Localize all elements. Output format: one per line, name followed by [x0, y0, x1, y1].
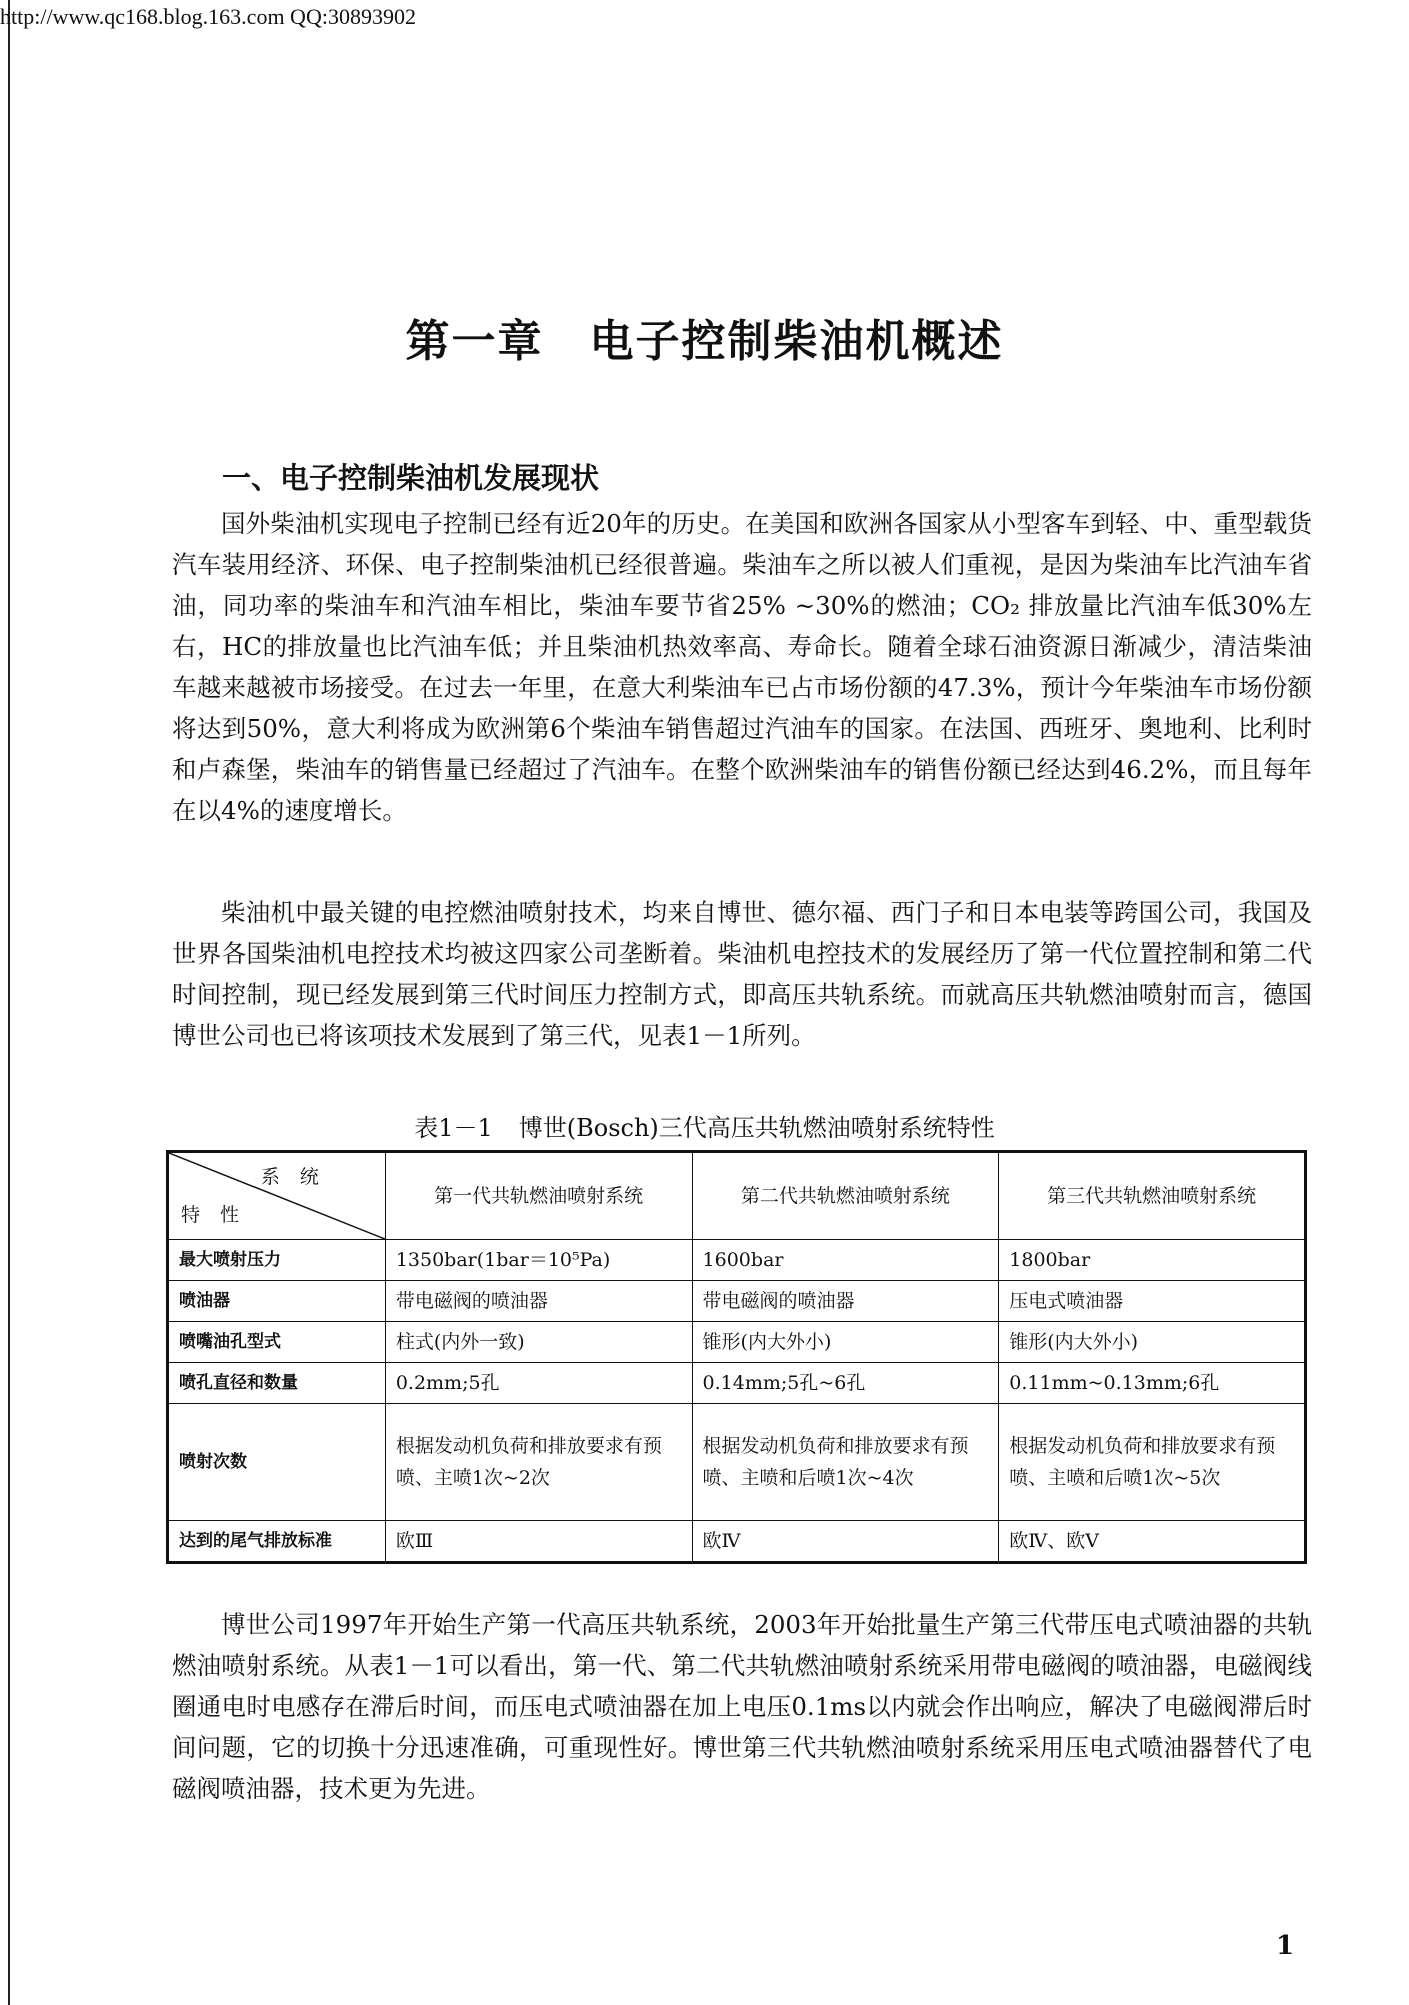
paragraph-intro: 国外柴油机实现电子控制已经有近20年的历史。在美国和欧洲各国家从小型客车到轻、中、重型载货汽车装用经济、环保、电子控制柴油机已经很普遍。柴油车之所以被人们重视，是因为柴油车比汽油车省油，同功率的柴油车和汽油车相比，柴油车要节省25% ~30%的燃油；CO₂ 排放量比汽油车低30%左右，HC的排放量也比汽油车低；并且柴油机热效率高、寿命长。随着全球石油资源日渐减少，清洁柴油车越来越被市场接受。在过去一年里，在意大利柴油车已占市场份额的47.3%，预计今年柴油车市场份额将达到50%，意大利将成为欧洲第6个柴油车销售超过汽油车的国家。在法国、西班牙、奥地利、比利时和卢森堡，柴油车的销售量已经超过了汽油车。在整个欧洲柴油车的销售份额已经达到46.2%，而且每年在以4%的速度增长。 [172, 509, 1312, 825]
row-header: 喷嘴油孔型式 [168, 1322, 386, 1363]
table-cell: 锥形(内大外小) [692, 1322, 999, 1363]
table-row [168, 1240, 1306, 1281]
table-row [168, 1404, 1306, 1521]
table-cell: 根据发动机负荷和排放要求有预喷、主喷1次~2次 [385, 1404, 692, 1521]
table-cell: 0.14mm;5孔~6孔 [692, 1363, 999, 1404]
chapter-title: 第一章 电子控制柴油机概述 [405, 316, 1004, 367]
source-watermark: http://www.qc168.blog.163.com QQ:30893902 [0, 4, 416, 29]
corner-label-system: 系统 [260, 1166, 339, 1188]
column-header: 第二代共轨燃油喷射系统 [692, 1152, 999, 1240]
table-cell: 0.2mm;5孔 [385, 1363, 692, 1404]
row-header: 喷孔直径和数量 [168, 1363, 386, 1404]
row-header: 喷射次数 [168, 1404, 386, 1521]
table-corner-cell [168, 1152, 386, 1240]
table-cell: 0.11mm~0.13mm;6孔 [999, 1363, 1306, 1404]
table-cell: 压电式喷油器 [999, 1281, 1306, 1322]
row-header: 喷油器 [168, 1281, 386, 1322]
section-heading: 一、电子控制柴油机发展现状 [222, 461, 600, 495]
table-cell: 欧Ⅲ [385, 1521, 692, 1563]
corner-label-feature: 特性 [181, 1204, 260, 1226]
table-header-row [168, 1152, 1306, 1240]
table-cell: 1800bar [999, 1240, 1306, 1281]
row-header: 达到的尾气排放标准 [168, 1521, 386, 1563]
column-header: 第一代共轨燃油喷射系统 [385, 1152, 692, 1240]
row-header: 最大喷射压力 [168, 1240, 386, 1281]
table-caption [0, 1108, 1409, 1143]
paragraph-technology: 柴油机中最关键的电控燃油喷射技术，均来自博世、德尔福、西门子和日本电装等跨国公司，我国及世界各国柴油机电控技术均被这四家公司垄断着。柴油机电控技术的发展经历了第一代位置控制和第二代时间控制，现已经发展到第三代时间压力控制方式，即高压共轨系统。而就高压共轨燃油喷射而言，德国博世公司也已将该项技术发展到了第三代，见表1－1所列。 [172, 898, 1312, 1050]
scan-left-edge-line [8, 0, 10, 2005]
table-cell: 带电磁阀的喷油器 [385, 1281, 692, 1322]
paragraph-bosch-history: 博世公司1997年开始生产第一代高压共轨系统，2003年开始批量生产第三代带压电式喷油器的共轨燃油喷射系统。从表1－1可以看出，第一代、第二代共轨燃油喷射系统采用带电磁阀的喷油器，电磁阀线圈通电时电感存在滞后时间，而压电式喷油器在加上电压0.1ms以内就会作出响应，解决了电磁阀滞后时间问题，它的切换十分迅速准确，可重现性好。博世第三代共轨燃油喷射系统采用压电式喷油器替代了电磁阀喷油器，技术更为先进。 [172, 1610, 1312, 1803]
column-header: 第三代共轨燃油喷射系统 [999, 1152, 1306, 1240]
table-cell: 根据发动机负荷和排放要求有预喷、主喷和后喷1次~5次 [999, 1404, 1306, 1521]
table-cell: 柱式(内外一致) [385, 1322, 692, 1363]
table-cell: 锥形(内大外小) [999, 1322, 1306, 1363]
table-cell: 1350bar(1bar＝10⁵Pa) [385, 1240, 692, 1281]
table-cell: 欧Ⅳ、欧Ⅴ [999, 1521, 1306, 1563]
page-number: 1 [1276, 1931, 1295, 1961]
table-cell: 欧Ⅳ [692, 1521, 999, 1563]
table-row [168, 1281, 1306, 1322]
table-caption-number: 表1－1 [414, 1114, 493, 1142]
table-cell: 1600bar [692, 1240, 999, 1281]
table-row [168, 1322, 1306, 1363]
table-row [168, 1363, 1306, 1404]
table-row [168, 1521, 1306, 1563]
bosch-common-rail-table [166, 1150, 1307, 1564]
table-caption-text: 博世(Bosch)三代高压共轨燃油喷射系统特性 [518, 1114, 995, 1142]
table-cell: 带电磁阀的喷油器 [692, 1281, 999, 1322]
table-cell: 根据发动机负荷和排放要求有预喷、主喷和后喷1次~4次 [692, 1404, 999, 1521]
